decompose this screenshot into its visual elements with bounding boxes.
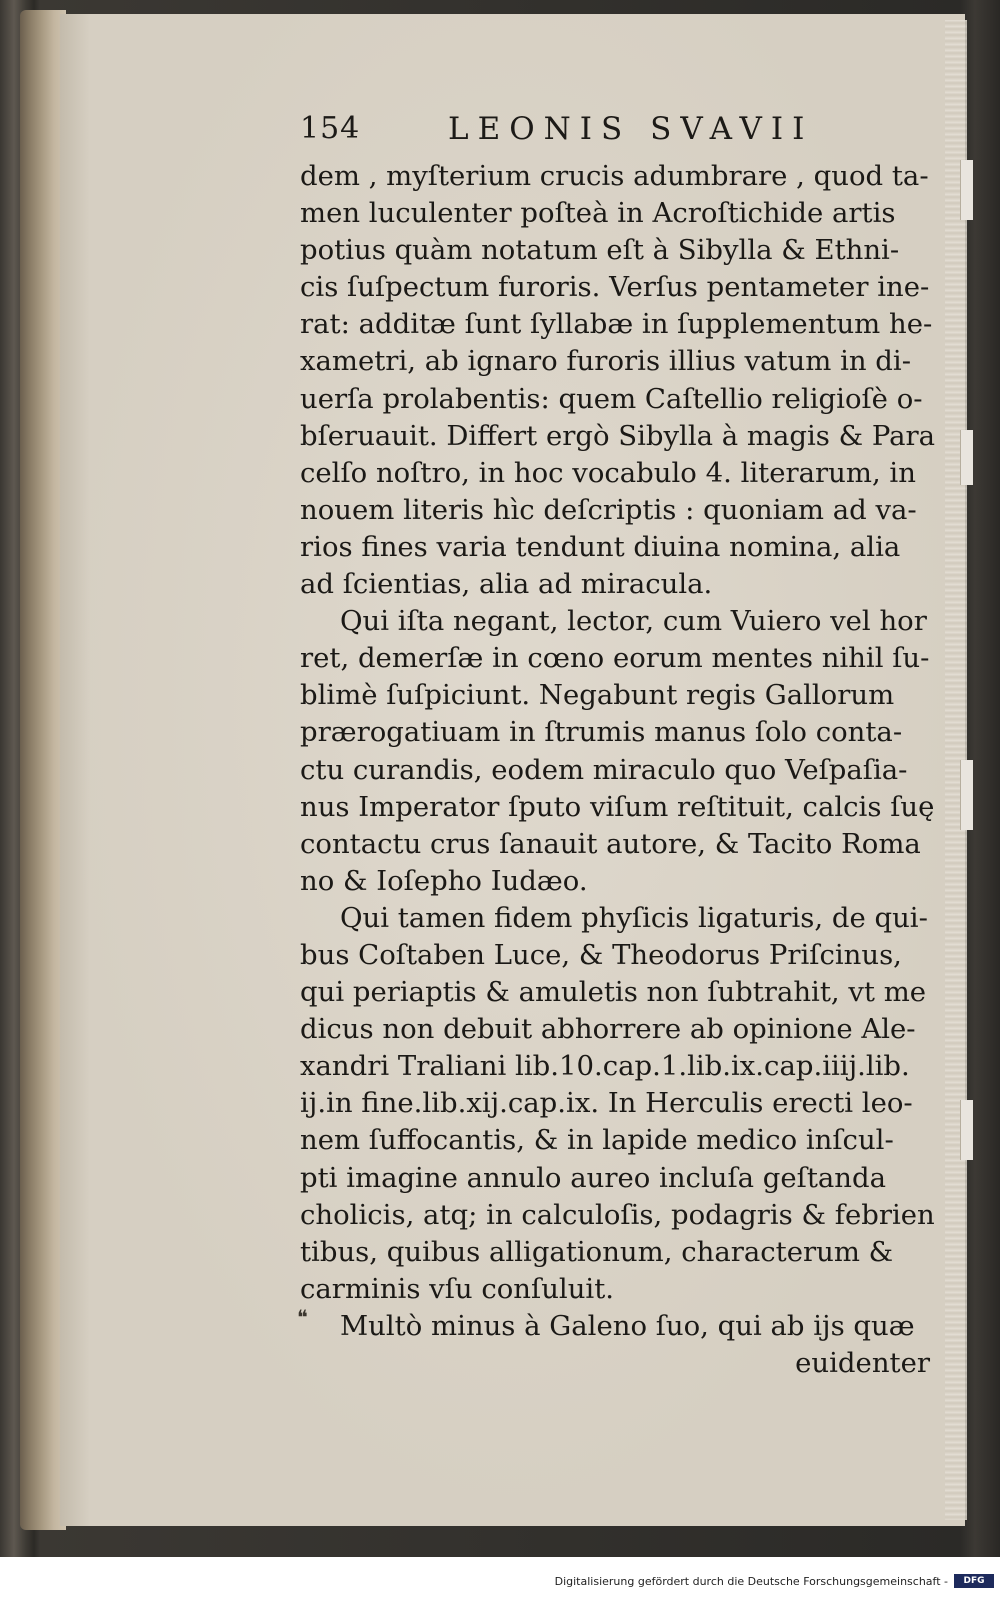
paragraph-start-line: Qui tamen fidem phyſicis ligaturis, de qui- [340, 901, 928, 934]
dfg-logo: DFG [954, 1574, 994, 1588]
text-line: carminis vſu conſuluit. [300, 1272, 614, 1305]
text-line: celſo noſtro, in hoc vocabulo 4. literarum, in [300, 456, 916, 489]
text-line: nem ſuffocantis, & in lapide medico inſcul- [300, 1124, 894, 1157]
text-line: bſeruauit. Differt ergò Sibylla à magis & Para [300, 419, 936, 452]
text-line: ret, demerſæ in cœno eorum mentes nihil ſu- [300, 642, 930, 675]
text-line: qui periaptis & amuletis non ſubtrahit, vt me [300, 976, 927, 1009]
page-tab [960, 760, 973, 830]
text-line: nouem literis hìc deſcriptis : quoniam ad va- [300, 493, 917, 526]
text-line: cis ſuſpectum furoris. Verſus pentameter ine- [300, 271, 930, 304]
text-line: bus Coſtaben Luce, & Theodorus Priſcinus, [300, 938, 902, 971]
page-tab [960, 160, 973, 220]
page-tab [960, 1100, 973, 1160]
digitization-credit: Digitalisierung gefördert durch die Deutsche Forschungsgemeinschaft - [554, 1575, 948, 1588]
text-line: tibus, quibus alligationum, characterum & [300, 1235, 894, 1268]
text-line: ij.in fine.lib.xij.cap.ix. In Herculis erecti leo- [300, 1087, 913, 1120]
paragraph-start-line: Multò minus à Galeno ſuo, qui ab ijs quæ [340, 1309, 915, 1342]
text-line: xametri, ab ignaro furoris illius vatum in di- [300, 345, 912, 378]
body-text [300, 158, 940, 1382]
text-line: contactu crus ſanauit autore, & Tacito Roma [300, 827, 921, 860]
running-header [300, 111, 860, 155]
text-line: dicus non debuit abhorrere ab opinione Ale- [300, 1013, 916, 1046]
text-line: blimè ſuſpiciunt. Negabunt regis Gallorum [300, 679, 895, 712]
running-head-title: LEONIS SVAVII [448, 111, 814, 147]
text-line: nus Imperator ſputo viſum reſtituit, calcis ſuę [300, 790, 935, 823]
text-line: men luculenter poſteà in Acroſtichide artis [300, 197, 896, 230]
text-line: xandri Traliani lib.10.cap.1.lib.ix.cap.iiij.lib. [300, 1050, 910, 1083]
paragraph-start-line: Qui iſta negant, lector, cum Vuiero vel hor [340, 605, 927, 638]
marginal-quote-mark: ❝ [297, 1305, 308, 1329]
text-line: ctu curandis, eodem miraculo quo Veſpaſia- [300, 753, 908, 786]
text-line: prærogatiuam in ſtrumis manus ſolo conta- [300, 716, 903, 749]
text-line: pti imagine annulo aureo incluſa geſtanda [300, 1161, 886, 1194]
text-line: ad ſcientias, alia ad miracula. [300, 568, 713, 601]
text-line: uerſa prolabentis: quem Caſtellio religioſè o- [300, 382, 923, 415]
text-line: rat: additæ ſunt ſyllabæ in ſupplementum he- [300, 308, 933, 341]
text-line: no & Ioſepho Iudæo. [300, 864, 588, 897]
text-line: dem , myſterium crucis adumbrare , quod ta- [300, 160, 929, 192]
text-line: rios fines varia tendunt diuina nomina, alia [300, 530, 901, 563]
catchword: euidenter [795, 1347, 930, 1379]
page-number: 154 [300, 111, 361, 146]
text-line: cholicis, atq; in calculoſis, podagris & febrien [300, 1198, 935, 1231]
text-line: potius quàm notatum eſt à Sibylla & Ethni- [300, 234, 900, 267]
page-tab [960, 430, 973, 485]
